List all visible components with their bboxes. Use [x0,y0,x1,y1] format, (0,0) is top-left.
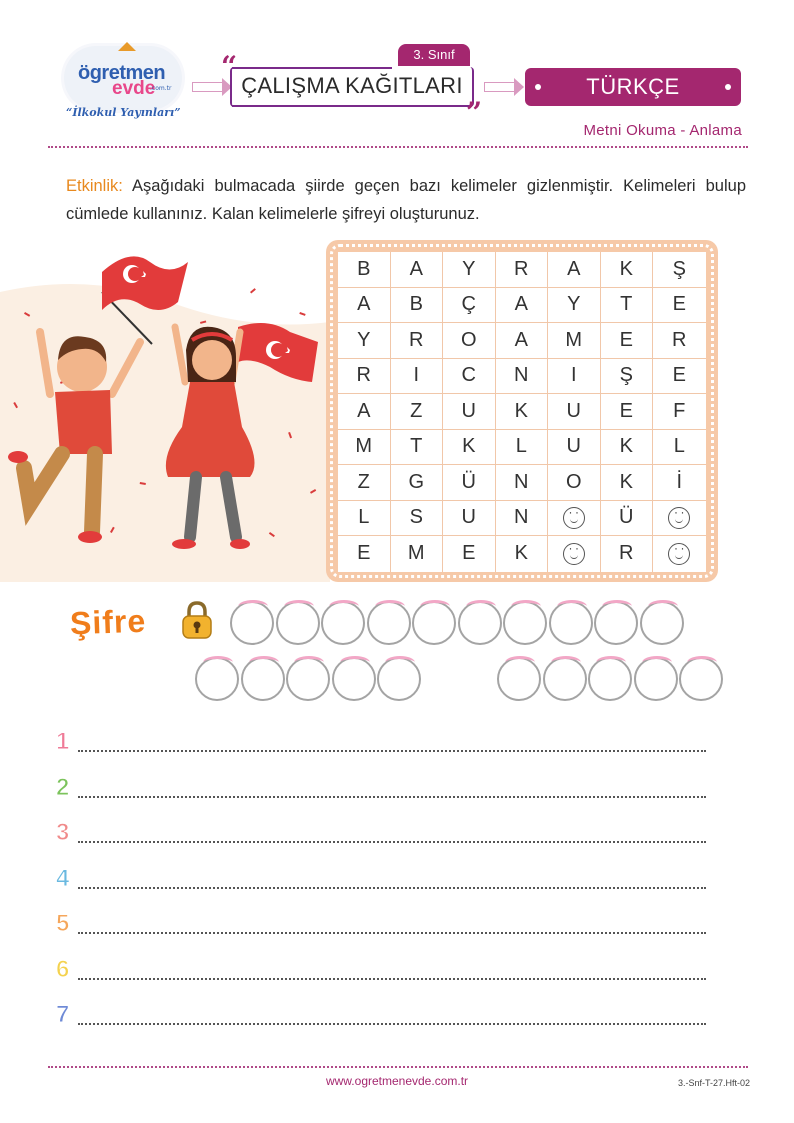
grid-cell: Y [443,252,496,288]
password-circle[interactable] [640,601,684,645]
grid-cell: Ü [601,501,654,537]
topic-label: Metni Okuma - Anlama [583,122,742,139]
answer-writing-line[interactable] [78,750,706,752]
grid-cell: K [443,430,496,466]
answer-number: 2 [56,773,70,801]
answer-number: 4 [56,864,70,892]
grid-cell: B [391,288,444,324]
password-circle[interactable] [286,657,330,701]
grid-cell: U [548,394,601,430]
instruction-label: Etkinlik: [66,177,123,195]
grid-cell: K [601,252,654,288]
password-circle[interactable] [679,657,723,701]
grid-cell: E [601,394,654,430]
grid-cell: O [443,323,496,359]
instruction [66,172,746,228]
grid-cell: Y [548,288,601,324]
grid-cell: Ş [653,252,706,288]
grid-cell: M [338,430,391,466]
grid-cell: N [496,501,549,537]
logo-domain-suffix: .com.tr [150,85,172,92]
grid-cell: Ü [443,465,496,501]
grid-cell: I [548,359,601,395]
answer-line-row [56,954,706,984]
grid-cell: K [601,465,654,501]
grid-cell: F [653,394,706,430]
grid-cell: A [391,252,444,288]
password-circle[interactable] [321,601,365,645]
page-title: ÇALIŞMA KAĞITLARI [241,73,463,98]
grid-cell: O [548,465,601,501]
grid-cell: S [391,501,444,537]
answer-writing-line[interactable] [78,841,706,843]
answer-writing-line[interactable] [78,796,706,798]
boy-shoe [78,531,102,543]
boy-leg [92,454,95,532]
grid-cell: E [338,536,391,572]
answer-writing-line[interactable] [78,1023,706,1025]
grid-cell: R [601,536,654,572]
logo-brand-bottom: evde [112,78,156,99]
smiley-icon [563,507,585,529]
password-circle[interactable] [634,657,678,701]
password-circle[interactable] [458,601,502,645]
grid-cell: Ş [601,359,654,395]
quote-close-icon: ” [466,96,483,129]
logo-brand-top: ögretmen [78,62,166,84]
grid-cell: A [496,288,549,324]
password-circle[interactable] [377,657,421,701]
password-circle[interactable] [412,601,456,645]
answer-writing-line[interactable] [78,978,706,980]
grid-cell: İ [653,465,706,501]
grid-cell: C [443,359,496,395]
smiley-icon [668,507,690,529]
grid-cell [548,536,601,572]
subject-label: TÜRKÇE [586,74,680,99]
grid-cell: N [496,465,549,501]
password-circle[interactable] [543,657,587,701]
grid-cell: U [548,430,601,466]
answer-number: 1 [56,728,70,755]
grid-cell: Z [391,394,444,430]
flag-crescent-inner [128,267,142,281]
answer-line-row [56,863,706,893]
answer-writing-line[interactable] [78,932,706,934]
footer-url[interactable]: www.ogretmenevde.com.tr [325,1074,469,1088]
grid-cell: A [338,288,391,324]
answer-writing-line[interactable] [78,887,706,889]
grid-cell: U [443,394,496,430]
smiley-icon [668,543,690,565]
kids-with-flags-illustration [0,232,330,582]
grid-cell: U [443,501,496,537]
answer-line-row [56,772,706,802]
grid-cell: L [496,430,549,466]
grid-cell: G [391,465,444,501]
password-circle[interactable] [230,601,274,645]
password-circle[interactable] [241,657,285,701]
grid-cell: A [496,323,549,359]
logo-tagline: “İlkokul Yayınları” [66,106,181,119]
answer-line-row [56,726,706,756]
password-circle[interactable] [594,601,638,645]
divider [48,146,748,148]
grade-tab: 3. Sınıf [398,44,470,66]
word-search-grid [338,252,706,572]
smiley-icon [563,543,585,565]
boy-shirt [55,390,112,454]
grid-cell: M [391,536,444,572]
grid-cell: T [391,430,444,466]
grid-cell: E [443,536,496,572]
lock-icon [181,600,213,640]
grid-cell: R [391,323,444,359]
house-icon [118,42,136,51]
answer-number: 3 [56,819,70,846]
girl-shoe [230,539,250,549]
quote-open-icon: “ [221,50,238,83]
password-circle[interactable] [503,601,547,645]
answer-number: 5 [56,910,70,937]
girl-leg [190,477,196,537]
password-circle[interactable] [276,601,320,645]
girl-head [192,340,232,380]
grid-cell: R [338,359,391,395]
divider [48,1066,748,1068]
instruction-text: Aşağıdaki bulmacada şiirde geçen bazı kelimeler gizlenmiştir. Kelimeleri bulup cümlede kullanınız. Kalan kelimelerle şifreyi oluşturunuz. [66,177,746,223]
answer-line-row [56,908,706,938]
password-label: Şifre [69,602,147,642]
grid-cell: L [653,430,706,466]
grid-cell: R [496,252,549,288]
flag-crescent-inner [271,343,285,357]
grid-cell [548,501,601,537]
boy-shoe [8,451,28,463]
grid-cell: Y [338,323,391,359]
password-circle[interactable] [332,657,376,701]
arrow-icon [484,82,514,92]
password-circle[interactable] [497,657,541,701]
grid-cell: R [653,323,706,359]
grid-cell [653,501,706,537]
grid-cell [653,536,706,572]
password-circle[interactable] [195,657,239,701]
arrow-icon [192,82,222,92]
grid-cell: N [496,359,549,395]
grid-cell: T [601,288,654,324]
grid-cell: I [391,359,444,395]
grid-cell: Z [338,465,391,501]
grid-cell: E [653,359,706,395]
grid-cell: L [338,501,391,537]
title-box [230,67,474,107]
answer-line-row [56,999,706,1029]
answer-number: 6 [56,955,70,983]
footer-code: 3.-Snf-T-27.Hft-02 [677,1078,750,1088]
subject-badge [525,68,741,106]
grid-cell: A [338,394,391,430]
answer-line-row [56,817,706,847]
girl-shoe [172,539,196,549]
answer-number: 7 [56,1001,70,1028]
grid-cell: Ç [443,288,496,324]
password-circle[interactable] [588,657,632,701]
grid-cell: K [496,536,549,572]
grid-cell: B [338,252,391,288]
dot-icon [725,84,731,90]
grid-cell: M [548,323,601,359]
grid-cell: K [496,394,549,430]
grid-cell: A [548,252,601,288]
logo [60,38,190,128]
password-circle[interactable] [549,601,593,645]
grid-cell: E [653,288,706,324]
grid-cell: K [601,430,654,466]
grid-cell: E [601,323,654,359]
password-circle[interactable] [367,601,411,645]
